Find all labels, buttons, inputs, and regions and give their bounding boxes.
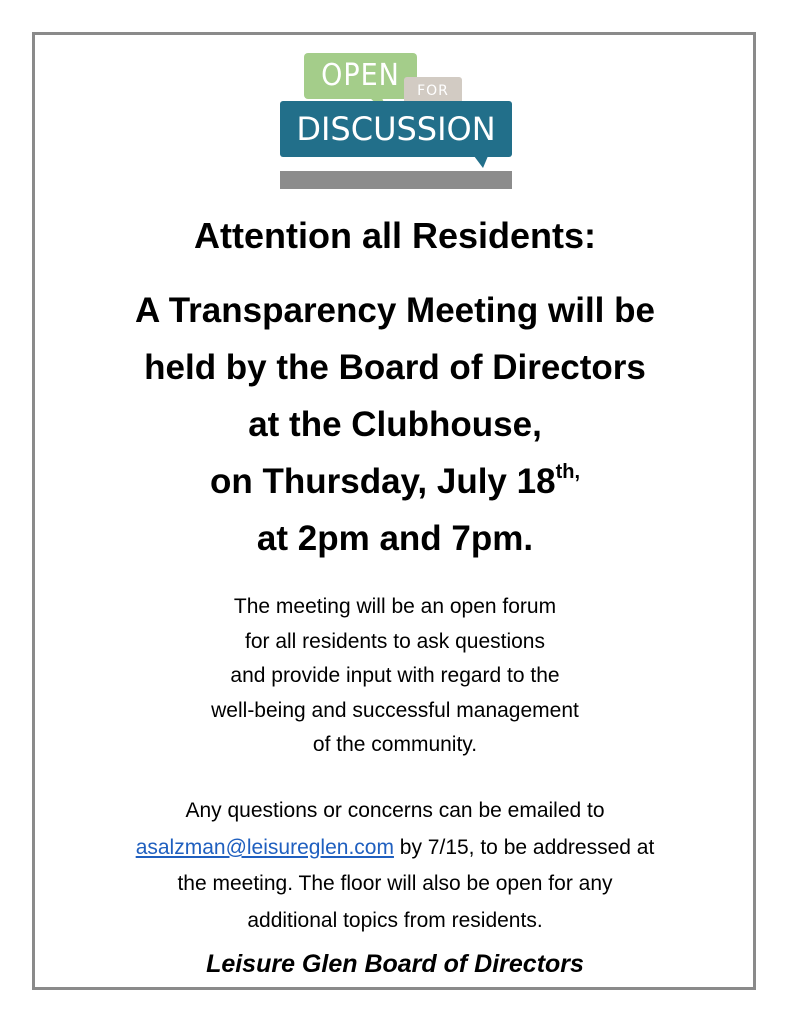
questions-line-2-rest: by 7/15, to be addressed at <box>393 835 655 859</box>
announcement-date-line <box>36 453 754 510</box>
questions-line-4: additional topics from residents. <box>247 909 543 933</box>
meeting-date: on Thursday, July 18 <box>210 462 556 501</box>
logo-open-bubble: OPEN <box>304 53 417 99</box>
date-ordinal-suffix: th, <box>555 461 580 483</box>
announcement-line-2: held by the Board of Directors <box>144 348 646 387</box>
logo-underline-bar <box>280 171 512 189</box>
announcement-line-1: A Transparency Meeting will be <box>135 291 655 330</box>
forum-line-4: well-being and successful management <box>211 698 579 722</box>
questions-line-1: Any questions or concerns can be emailed to <box>185 799 605 822</box>
meeting-times: at 2pm and 7pm. <box>256 519 534 558</box>
email-link[interactable]: asalzman@leisureglen.com <box>135 835 394 859</box>
attention-heading: Attention all Residents: <box>193 215 597 256</box>
signature: Leisure Glen Board of Directors <box>206 950 584 978</box>
forum-line-1: The meeting will be an open forum <box>233 595 557 618</box>
questions-line-2 <box>36 830 754 867</box>
questions-line-3: the meeting. The floor will also be open for any <box>177 872 613 896</box>
logo-discussion-bubble: DISCUSSION <box>280 101 512 157</box>
forum-line-5: of the community. <box>312 733 478 756</box>
announcement-line-3: at the Clubhouse, <box>248 405 542 444</box>
forum-line-2: for all residents to ask questions <box>245 629 545 653</box>
forum-description <box>36 590 754 763</box>
open-for-discussion-logo <box>278 50 514 190</box>
questions-paragraph <box>36 793 754 940</box>
logo-for-bubble: FOR <box>404 77 462 105</box>
forum-line-3: and provide input with regard to the <box>230 664 560 687</box>
meeting-announcement <box>36 282 754 567</box>
